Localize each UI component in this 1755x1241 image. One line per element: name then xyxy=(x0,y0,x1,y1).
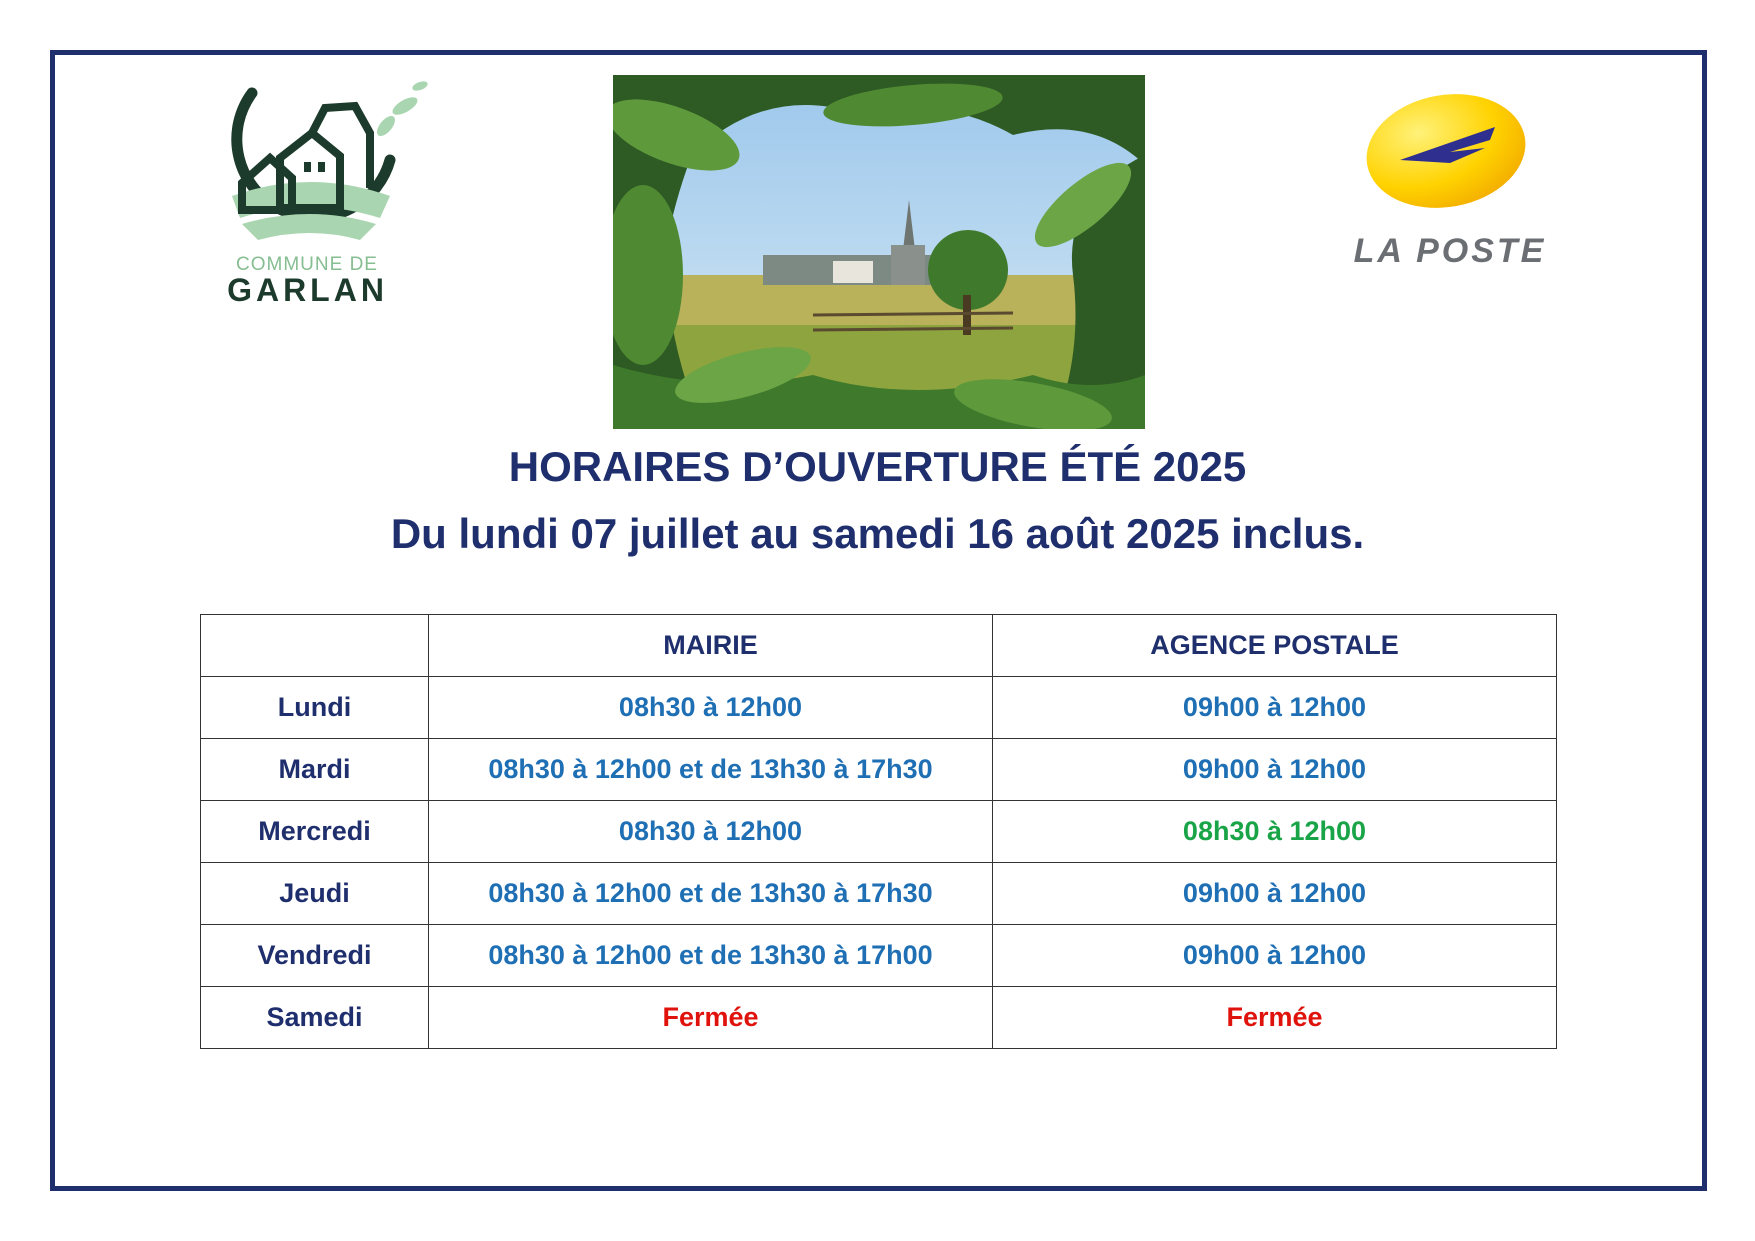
la-poste-label: LA POSTE xyxy=(1353,232,1547,270)
header-agence-postale: AGENCE POSTALE xyxy=(993,615,1557,677)
mairie-hours-cell: 08h30 à 12h00 et de 13h30 à 17h00 xyxy=(429,925,993,987)
table-row xyxy=(201,987,1557,1049)
poste-hours-cell: 09h00 à 12h00 xyxy=(993,863,1557,925)
day-cell: Mardi xyxy=(201,739,429,801)
poste-hours-cell: 08h30 à 12h00 xyxy=(993,801,1557,863)
poste-hours-cell: Fermée xyxy=(993,987,1557,1049)
opening-hours-table xyxy=(200,614,1557,1049)
header-mairie: MAIRIE xyxy=(429,615,993,677)
day-cell: Vendredi xyxy=(201,925,429,987)
table-row xyxy=(201,925,1557,987)
page-title: HORAIRES D’OUVERTURE ÉTÉ 2025 xyxy=(508,443,1247,490)
la-poste-bird-icon xyxy=(1330,85,1570,225)
day-cell: Mercredi xyxy=(201,801,429,863)
day-cell: Lundi xyxy=(201,677,429,739)
day-cell: Samedi xyxy=(201,987,429,1049)
commune-name: GARLAN xyxy=(227,272,388,308)
la-poste-logo xyxy=(1330,85,1570,285)
table-row xyxy=(201,677,1557,739)
header-empty xyxy=(201,615,429,677)
commune-label: COMMUNE DE xyxy=(236,254,378,275)
commune-garlan-logo xyxy=(200,78,440,308)
poste-hours-cell: 09h00 à 12h00 xyxy=(993,739,1557,801)
table-row xyxy=(201,801,1557,863)
mairie-hours-cell: 08h30 à 12h00 et de 13h30 à 17h30 xyxy=(429,863,993,925)
page-subtitle: Du lundi 07 juillet au samedi 16 août 2025 inclus. xyxy=(390,510,1365,557)
table-row xyxy=(201,739,1557,801)
mairie-hours-cell: Fermée xyxy=(429,987,993,1049)
poste-hours-cell: 09h00 à 12h00 xyxy=(993,925,1557,987)
garlan-emblem-icon xyxy=(200,78,440,258)
mairie-hours-cell: 08h30 à 12h00 xyxy=(429,801,993,863)
village-photo xyxy=(613,75,1145,429)
day-cell: Jeudi xyxy=(201,863,429,925)
table-header-row xyxy=(201,615,1557,677)
mairie-hours-cell: 08h30 à 12h00 xyxy=(429,677,993,739)
mairie-hours-cell: 08h30 à 12h00 et de 13h30 à 17h30 xyxy=(429,739,993,801)
poste-hours-cell: 09h00 à 12h00 xyxy=(993,677,1557,739)
village-landscape-photo-icon xyxy=(613,75,1145,429)
table-row xyxy=(201,863,1557,925)
